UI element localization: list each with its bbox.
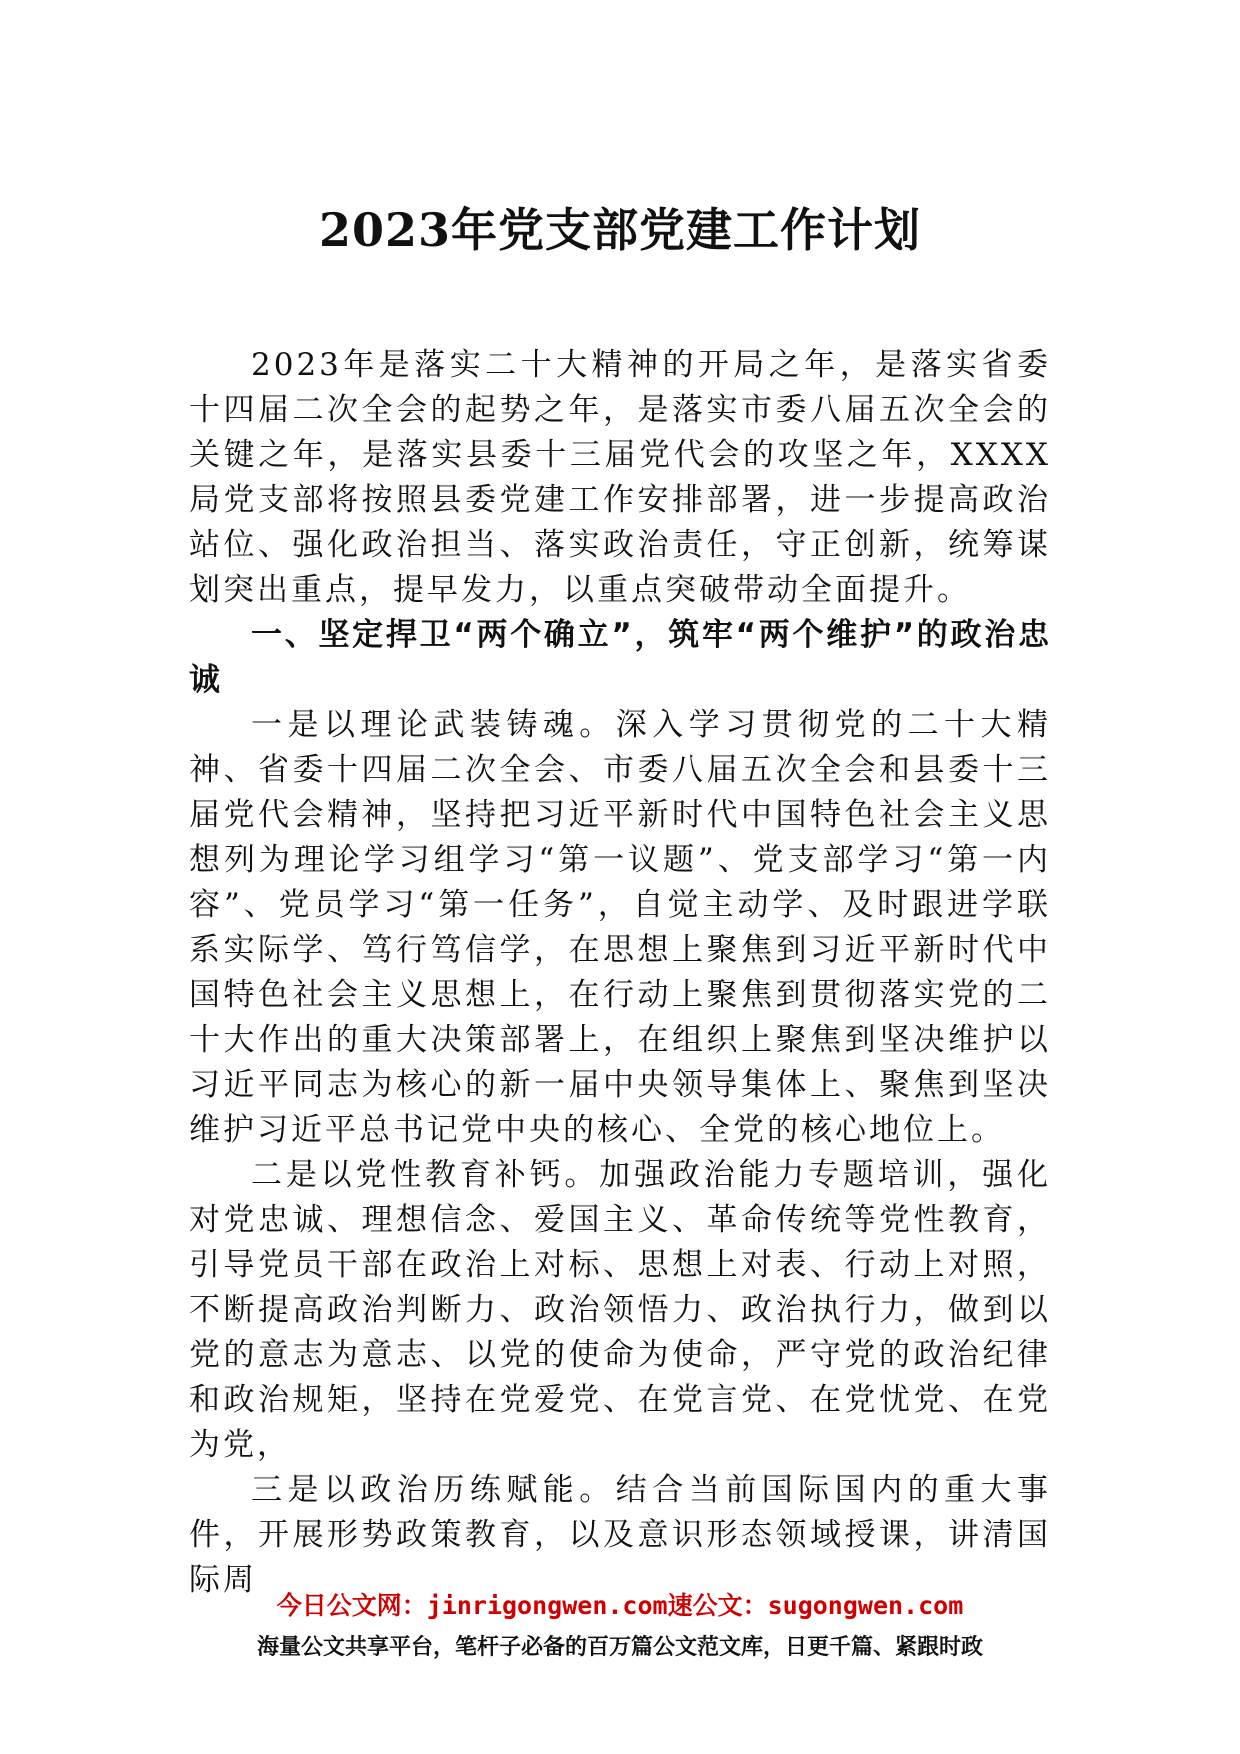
document-body: [189, 343, 1051, 1603]
intro-paragraph: 2023年是落实二十大精神的开局之年，是落实省委十四届二次全会的起势之年，是落实市委八届五次全会的关键之年，是落实县委十三届党代会的攻坚之年，XXXX局党支部将按照县委党建工作安排部署，进一步提高政治站位、强化政治担当、落实政治责任，守正创新，统筹谋划突出重点，提早发力，以重点突破带动全面提升。: [189, 347, 1051, 608]
site2-url[interactable]: sugongwen.com: [767, 1591, 964, 1620]
document-title: 2023年党支部党建工作计划: [318, 203, 922, 257]
body-paragraph-3: 三是以政治历练赋能。结合当前国际国内的重大事件，开展形势政策教育，以及意识形态领域授课，讲清国际周: [189, 1472, 1051, 1598]
site1-label: 今日公文网：: [276, 1591, 427, 1620]
watermark-footer: [0, 1588, 1240, 1664]
footer-links: [0, 1588, 1240, 1624]
site1-url[interactable]: jinrigongwen.com: [426, 1591, 668, 1620]
footer-slogan: 海量公文共享平台，笔杆子必备的百万篇公文范文库，日更千篇、紧跟时政: [256, 1635, 983, 1660]
body-paragraph-1: 一是以理论武装铸魂。深入学习贯彻党的二十大精神、省委十四届二次全会、市委八届五次全会和县委十三届党代会精神，坚持把习近平新时代中国特色社会主义思想列为理论学习组学习“第一议题”、党支部学习“第一内容”、党员学习“第一任务”，自觉主动学、及时跟进学联系实际学、笃行笃信学，在思想上聚焦到习近平新时代中国特色社会主义思想上，在行动上聚焦到贯彻落实党的二十大作出的重大决策部署上，在组织上聚焦到坚决维护以习近平同志为核心的新一届中央领导集体上、聚焦到坚决维护习近平总书记党中央的核心、全党的核心地位上。: [189, 707, 1051, 1148]
site2-label: 速公文：: [667, 1591, 768, 1620]
body-paragraph-2: 二是以党性教育补钙。加强政治能力专题培训，强化对党忠诚、理想信念、爱国主义、革命传统等党性教育，引导党员干部在政治上对标、思想上对表、行动上对照，不断提高政治判断力、政治领悟力、政治执行力，做到以党的意志为意志、以党的使命为使命，严守党的政治纪律和政治规矩，坚持在党爱党、在党言党、在党忧党、在党为党，: [189, 1157, 1051, 1463]
section-heading-1: 一、坚定捍卫“两个确立”，筑牢“两个维护”的政治忠诚: [189, 617, 1051, 698]
